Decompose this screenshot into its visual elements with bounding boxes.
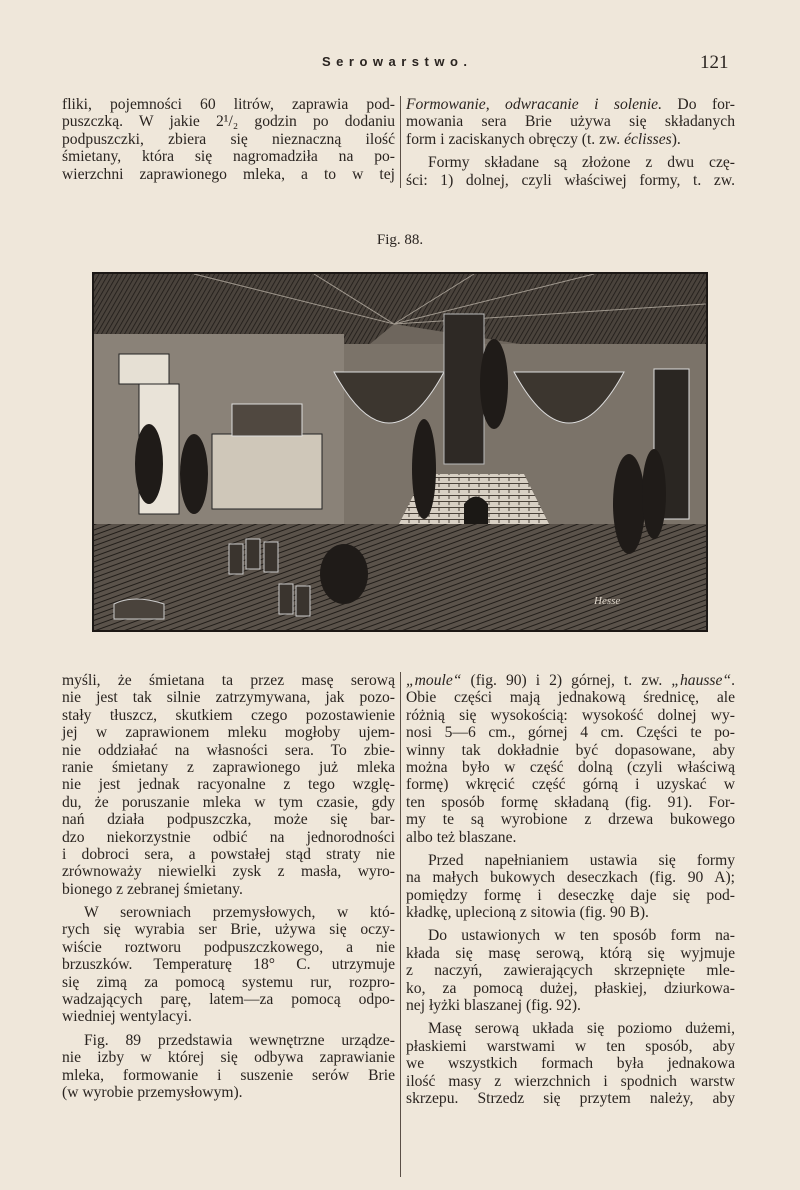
text-line: we wszystkich formach była jednakowa [406, 1055, 735, 1073]
running-head [0, 52, 800, 74]
italic-term: „moule“ [406, 672, 462, 689]
text-line: kładkę, uplecioną z sitowia (fig. 90 B). [406, 904, 649, 922]
text-line: wierzchni zaprawionego mleka, a to w tej [62, 165, 395, 183]
text-line: jej w zaprawionem mleku mogłoby ujem- [62, 724, 395, 742]
figure-caption: Fig. 88. [376, 232, 424, 248]
column-divider [400, 96, 401, 188]
text-line: Przed napełnianiem ustawia się formy [428, 851, 735, 869]
text-line: nań działa podpuszczka, może się bar- [62, 811, 395, 829]
paragraph [406, 927, 735, 1014]
text-segment: Do for- [661, 96, 736, 113]
text-line: bionego z zebranej śmietany. [62, 880, 243, 898]
text-line: na małych bukowych deseczkach (fig. 90 A); [406, 869, 735, 887]
paragraph [62, 904, 395, 1026]
text-line: Fig. 89 przedstawia wewnętrzne urządze- [84, 1031, 395, 1049]
text-line: du, że poruszanie mleka w tym czasie, gdy [62, 793, 395, 811]
text-line: wadzających parę, latem—za pomocą odpo- [62, 991, 395, 1009]
text-line: podpuszczki, zbiera się nieznaczną ilość [62, 130, 395, 148]
text-line: W serowniach przemysłowych, w któ- [84, 904, 395, 922]
text-line: mleka, formowanie i suszenie serów Brie [62, 1066, 395, 1084]
text-line: (w wyrobie przemysłowym). [62, 1083, 243, 1101]
text-line: nie oddziałać na własności sera. To zbie- [62, 741, 395, 759]
text-line: zrównoważy niewielki zysk z masła, wyro- [62, 863, 395, 881]
text-line: winny tak dokładnie być dopasowane, aby [406, 741, 735, 759]
text-line [406, 131, 735, 148]
text-line: stały tłuszcz, skutkiem czego pozostawienie [62, 706, 395, 724]
text-column-bottom-left [62, 672, 395, 1107]
text-line: mowania sera Brie używa się składanych [406, 113, 735, 131]
text-line [406, 96, 735, 113]
text-line: różnią się wysokością: wysokość dolnej wy- [406, 706, 735, 724]
text-line: rych się wyrabia ser Brie, używa się oczy- [62, 921, 395, 939]
text-line: skrzepu. Strzedz się przytem należy, aby [406, 1089, 735, 1107]
figure-engraving-cheese-room [92, 272, 708, 632]
text-column-top-left [62, 96, 395, 189]
text-column-bottom-right [406, 672, 735, 1113]
running-title: Serowarstwo. [322, 54, 473, 69]
text-line: my te są wyrobione z drzewa bukowego [406, 811, 735, 829]
text-line: ten sposób formę składaną (fig. 91). For- [406, 793, 735, 811]
text-line: fliki, pojemności 60 litrów, zaprawia pod- [62, 96, 395, 113]
text-segment: ). [671, 130, 681, 148]
text-line: albo też blaszane. [406, 828, 517, 846]
text-line: kłada się masę serową, którą się wyjmuje [406, 944, 735, 962]
text-line: płaskiemi warstwami w ten sposób, aby [406, 1037, 735, 1055]
vat [232, 404, 302, 436]
window [119, 354, 169, 384]
text-line: nie izby w której się odbywa zaprawianie [62, 1049, 395, 1067]
text-line: się zimą za pomocą systemu rur, rozpro- [62, 973, 395, 991]
text-line: dzo niekorzystnie odbić na jednorodności [62, 828, 395, 846]
text-line: i dobroci sera, a powstałej stąd straty nie [62, 845, 395, 863]
text-line: formę) wkręcić część górną i uzyskać w [406, 776, 735, 794]
paragraph [406, 154, 735, 189]
text-line: można było w część dolną (czyli właściwą [406, 758, 735, 776]
text-segment: (fig. 90) i 2) górnej, t. zw. [461, 672, 672, 689]
stove [212, 434, 322, 509]
text-line: myśli, że śmietana ta przez masę serową [62, 672, 395, 689]
engraver-signature: Hesse [594, 595, 621, 607]
text-segment: form i zaciskanych obręczy (t. zw. [406, 130, 625, 148]
engraving-illustration [94, 274, 706, 630]
text-line: pomiędzy formę i deseczkę daje się pod- [406, 886, 735, 904]
italic-term: Formowanie, odwracanie i solenie. [406, 96, 662, 113]
text-line: nosi 5—6 cm., górnej 4 cm. Części te po- [406, 724, 735, 742]
text-line: z naczyń, zawierających skrzepnięte mle- [406, 962, 735, 980]
column-divider [400, 672, 401, 1177]
wash-tub [114, 599, 164, 619]
paragraph [406, 672, 735, 846]
text-line: puszczką. W jakie 2¹/₂ godzin po dodaniu [62, 113, 395, 131]
text-line: nej łyżki blaszanej (fig. 92). [406, 997, 581, 1015]
text-line: brzuszków. Temperaturę 18° C. utrzymuje [62, 956, 395, 974]
italic-term: éclisses [624, 130, 672, 148]
text-segment: . [731, 672, 735, 689]
text-line: Masę serową układa się poziomo dużemi, [428, 1020, 735, 1038]
text-line: wiście roztworu podpuszczkowego, a nie [62, 938, 395, 956]
text-line: śmietany, która się nagromadziła na po- [62, 148, 395, 166]
page-number: 121 [700, 52, 729, 73]
paragraph [406, 1020, 735, 1107]
paragraph [406, 96, 735, 148]
text-line: ko, za pomocą dużej, płaskiej, dziurkowa- [406, 979, 735, 997]
text-line: ranie śmietany z zaprawionego już mleka [62, 758, 395, 776]
paragraph [406, 852, 735, 922]
text-line: Obie części mają jednakową średnicę, ale [406, 689, 735, 707]
text-line: Formy składane są złożone z dwu czę- [428, 154, 735, 172]
paragraph [62, 1032, 395, 1102]
text-line: ści: 1) dolnej, czyli właściwej formy, t. zw. [406, 171, 735, 189]
paragraph [62, 672, 395, 898]
italic-term: „hausse“ [671, 672, 732, 689]
text-line [406, 672, 735, 689]
text-line: Do ustawionych w ten sposób form na- [428, 927, 735, 945]
text-line: nie jest jednak racyonalne z tego wzglę- [62, 776, 395, 794]
text-column-top-right [406, 96, 735, 195]
boiler-column [444, 314, 484, 464]
text-line: wiedniej wentylacyi. [62, 1008, 192, 1026]
paragraph [62, 96, 395, 183]
floor [94, 524, 706, 630]
text-line: nie jest tak silnie zatrzymywana, jak pozo- [62, 689, 395, 707]
text-line: ilość masy z wierzchnich i spodnich warstw [406, 1072, 735, 1090]
